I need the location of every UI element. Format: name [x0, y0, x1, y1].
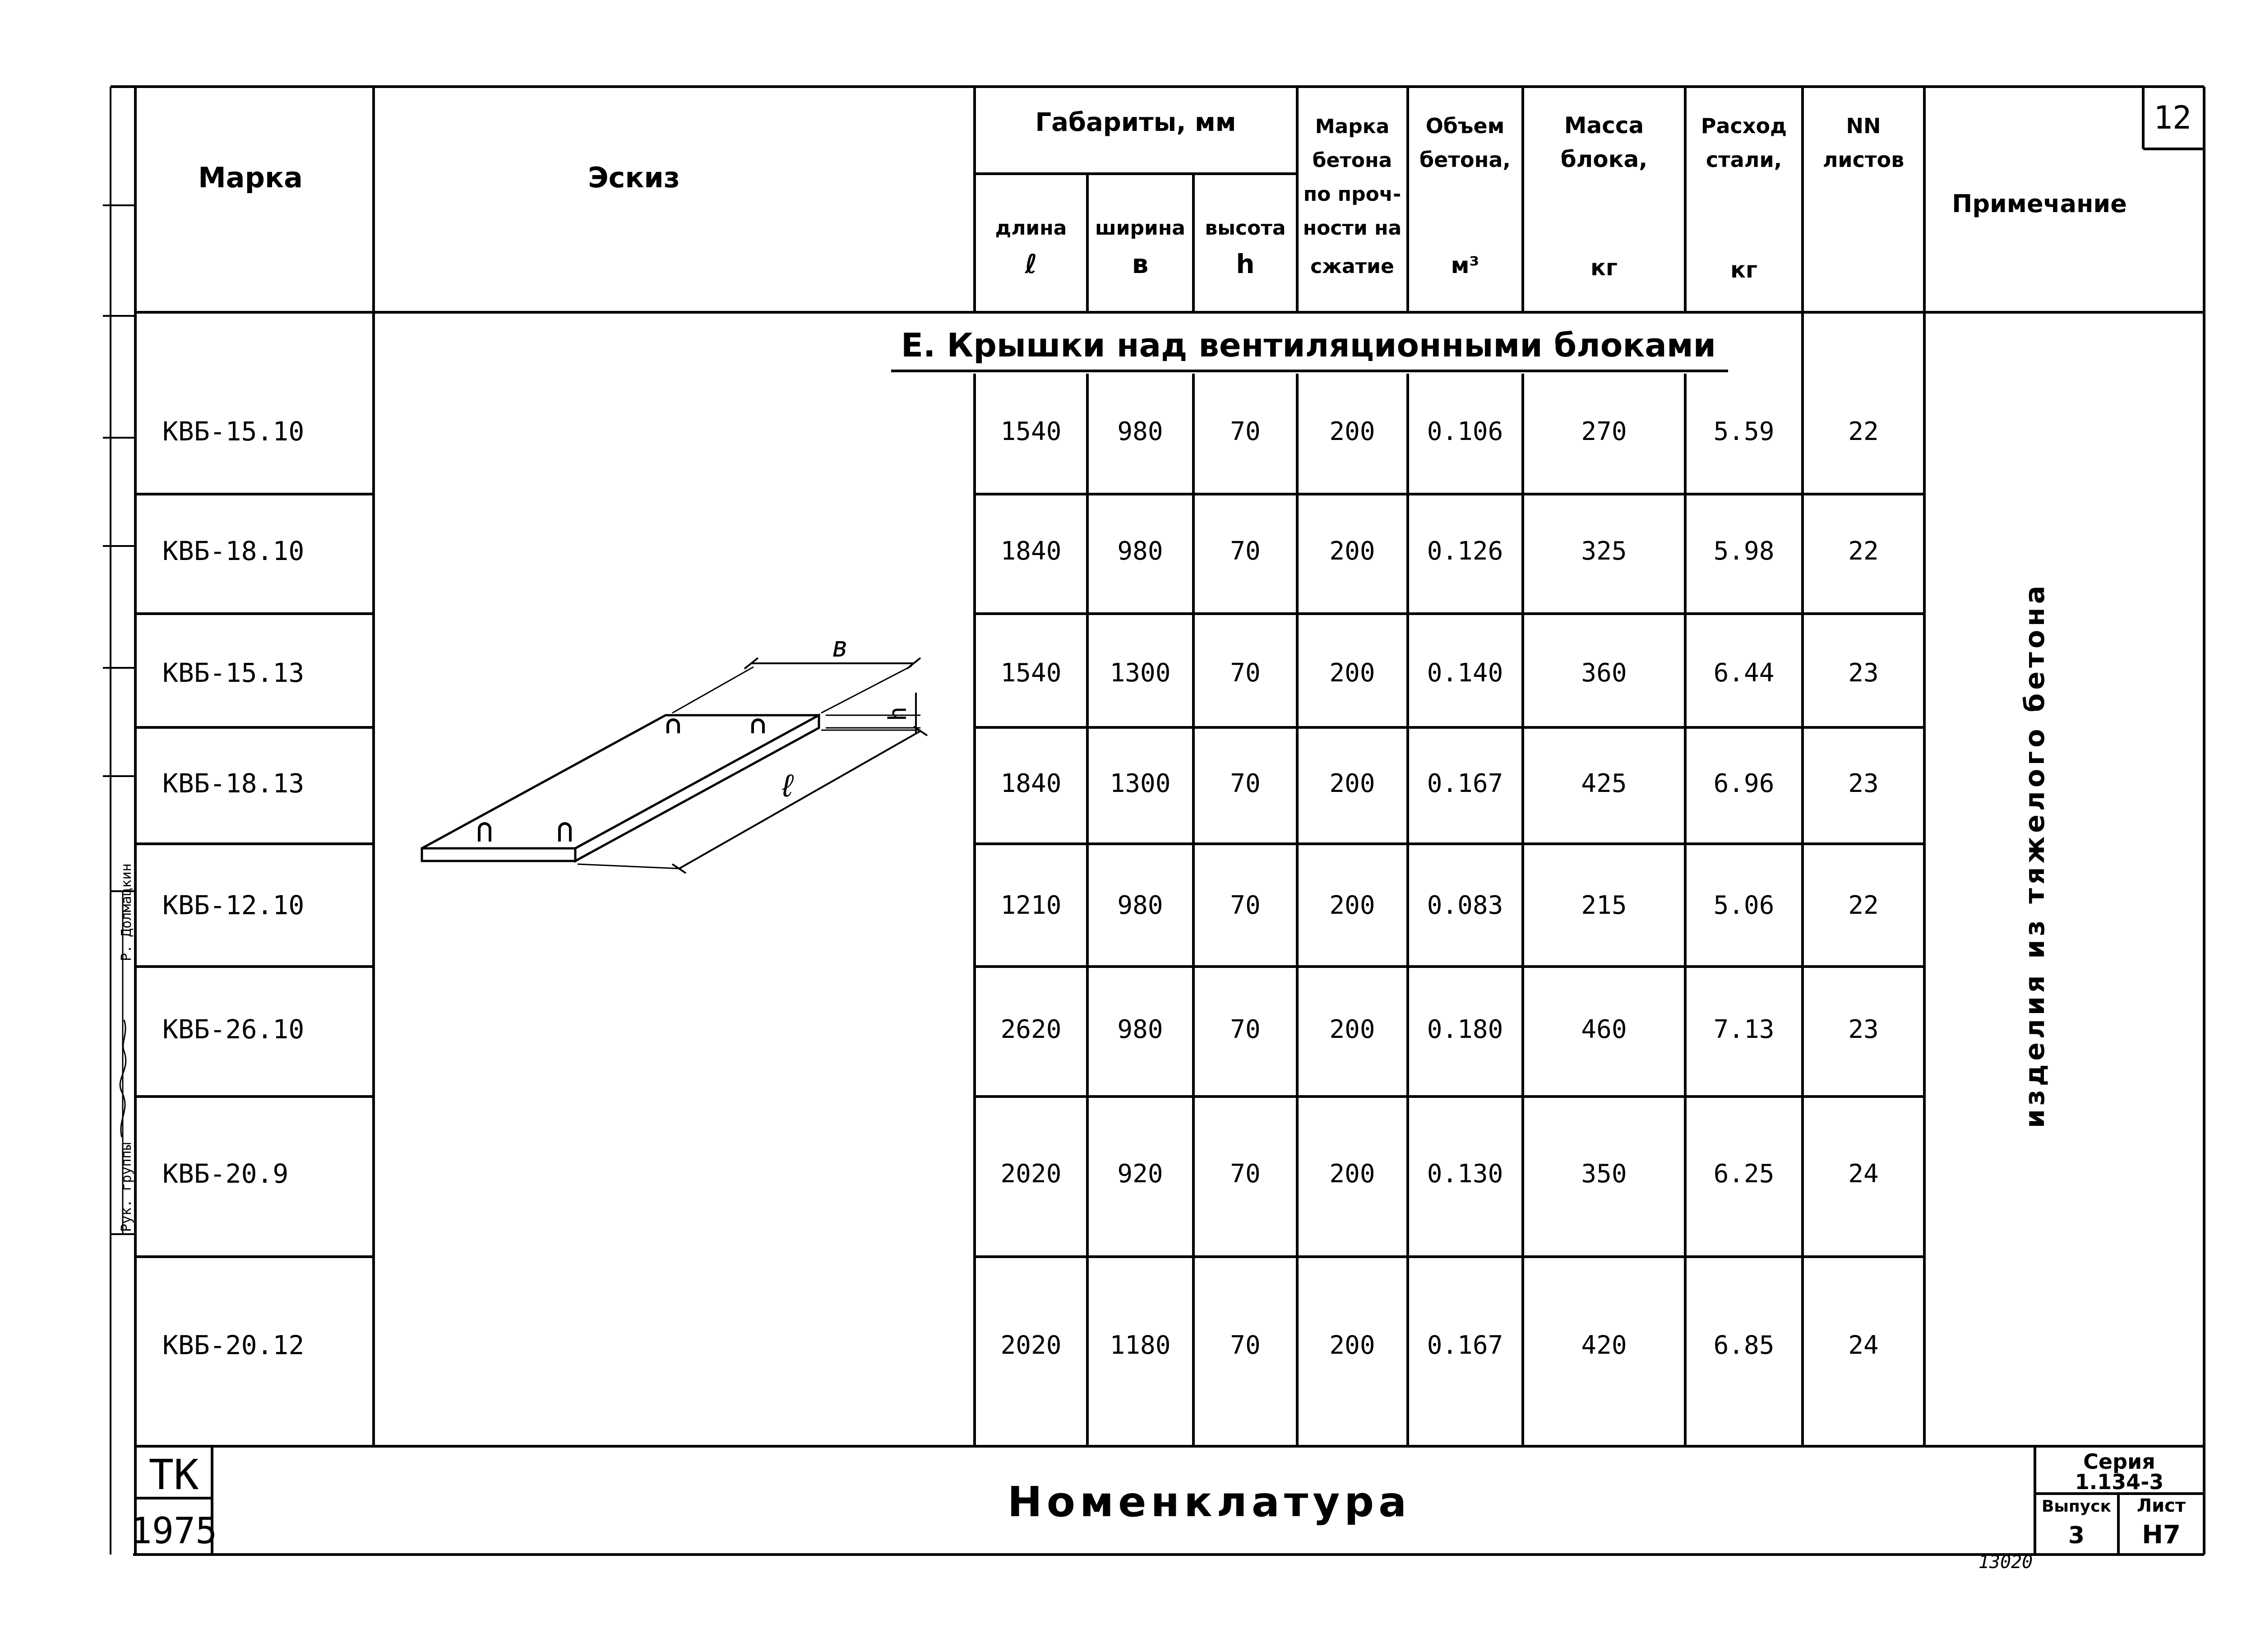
cell-l: 1840	[1000, 537, 1062, 566]
cell-steel: 5.98	[1713, 537, 1775, 566]
cell-h: 70	[1230, 1331, 1261, 1360]
row-mark: КВБ-12.10	[162, 890, 305, 921]
cell-l: 1540	[1000, 658, 1062, 688]
table-row	[162, 416, 1879, 447]
cell-b: 980	[1117, 891, 1163, 921]
cell-h: 70	[1230, 891, 1261, 921]
header-obem-1: Объем	[1425, 114, 1505, 138]
cell-sheet: 22	[1848, 537, 1879, 566]
row-mark: КВБ-15.10	[162, 416, 305, 447]
header-marka-betona-4: ности на	[1303, 217, 1402, 240]
header-marka-betona-5: сжатие	[1310, 255, 1394, 278]
cell-sheet: 24	[1848, 1331, 1879, 1360]
table-row	[162, 890, 1879, 921]
cell-b: 920	[1117, 1159, 1163, 1189]
header-rashod-unit: кг	[1730, 257, 1758, 283]
cell-volume: 0.130	[1427, 1159, 1503, 1189]
cell-sheet: 22	[1848, 417, 1879, 447]
cell-steel: 6.96	[1713, 769, 1775, 799]
cell-h: 70	[1230, 417, 1261, 447]
footer-sheet-value: Н7	[2142, 1520, 2181, 1550]
header-marka-betona-3: по проч-	[1303, 183, 1401, 206]
footer-series-value: 1.134-3	[2075, 1470, 2164, 1494]
cell-grade: 200	[1329, 417, 1375, 447]
footer-year: 1975	[130, 1510, 217, 1552]
cell-steel: 5.59	[1713, 417, 1775, 447]
header-marka-betona-1: Марка	[1315, 115, 1390, 138]
cell-sheet: 22	[1848, 891, 1879, 921]
cell-mass: 460	[1581, 1015, 1627, 1045]
cell-volume: 0.167	[1427, 769, 1503, 799]
cell-volume: 0.126	[1427, 537, 1503, 566]
cell-l: 2020	[1000, 1331, 1062, 1360]
table-row	[162, 657, 1879, 688]
header-listy-1: NN	[1846, 114, 1881, 138]
cell-grade: 200	[1329, 537, 1375, 566]
cell-mass: 215	[1581, 891, 1627, 921]
cell-grade: 200	[1329, 1331, 1375, 1360]
header-dlina: длина	[995, 217, 1067, 240]
cell-sheet: 23	[1848, 769, 1879, 799]
header-massa-unit: кг	[1590, 255, 1618, 281]
cell-mass: 425	[1581, 769, 1627, 799]
header-gabarity: Габариты, мм	[1035, 108, 1236, 137]
cell-volume: 0.167	[1427, 1331, 1503, 1360]
cell-steel: 7.13	[1713, 1015, 1775, 1045]
cell-mass: 325	[1581, 537, 1627, 566]
footer-title: Номенклатура	[1007, 1478, 1411, 1526]
cell-h: 70	[1230, 769, 1261, 799]
cell-steel: 5.06	[1713, 891, 1775, 921]
header-shirina: ширина	[1095, 217, 1185, 240]
header-marka: Марка	[198, 161, 303, 194]
header-vysota-symbol: h	[1236, 249, 1255, 279]
header-primechanie: Примечание	[1952, 190, 2127, 218]
stamp-role: Рук. группы	[119, 1142, 134, 1232]
footer-sheet-label: Лист	[2136, 1495, 2186, 1516]
page-number: 12	[2153, 99, 2192, 136]
note-vertical: изделия из тяжелого бетона	[2019, 582, 2051, 1129]
cell-volume: 0.083	[1427, 891, 1503, 921]
cell-h: 70	[1230, 1159, 1261, 1189]
header-eskiz: Эскиз	[588, 161, 680, 194]
table-row	[162, 768, 1879, 799]
row-mark: КВБ-26.10	[162, 1014, 305, 1045]
footer-bottom-number: 13020	[1978, 1552, 2033, 1573]
table-row	[162, 1330, 1879, 1360]
cell-b: 1300	[1110, 769, 1171, 799]
cell-sheet: 23	[1848, 658, 1879, 688]
header-vysota: высота	[1205, 217, 1286, 240]
dim-b-extension	[821, 666, 911, 713]
table-body	[162, 416, 1879, 1360]
cell-b: 980	[1117, 537, 1163, 566]
cell-volume: 0.106	[1427, 417, 1503, 447]
sketch-label-b: в	[832, 630, 849, 663]
footer-tk: ТК	[148, 1451, 199, 1499]
cell-mass: 360	[1581, 658, 1627, 688]
table-row	[162, 536, 1879, 566]
header-obem-2: бетона,	[1419, 148, 1511, 172]
cell-h: 70	[1230, 1015, 1261, 1045]
cell-steel: 6.25	[1713, 1159, 1775, 1189]
row-mark: КВБ-15.13	[162, 657, 305, 689]
cell-l: 1210	[1000, 891, 1062, 921]
stamp-name: Р. Долмацкин	[119, 863, 134, 961]
cell-grade: 200	[1329, 769, 1375, 799]
cell-mass: 350	[1581, 1159, 1627, 1189]
footer-issue-value: 3	[2068, 1522, 2085, 1549]
cell-b: 1180	[1110, 1331, 1171, 1360]
footer-issue-label: Выпуск	[2041, 1497, 2112, 1516]
header-obem-unit: м³	[1451, 252, 1479, 278]
cell-sheet: 23	[1848, 1015, 1879, 1045]
header-massa-2: блока,	[1560, 146, 1648, 172]
dim-b-extension	[672, 667, 754, 713]
cell-l: 2020	[1000, 1159, 1062, 1189]
header-dlina-symbol: ℓ	[1025, 249, 1037, 279]
section-title: Е. Крышки над вентиляционными блоками	[901, 326, 1716, 364]
cell-h: 70	[1230, 658, 1261, 688]
cell-volume: 0.180	[1427, 1015, 1503, 1045]
cell-steel: 6.85	[1713, 1331, 1775, 1360]
slab-front-edge	[422, 848, 575, 861]
row-mark: КВБ-18.10	[162, 536, 305, 567]
cell-l: 1540	[1000, 417, 1062, 447]
table-header	[198, 108, 2127, 283]
cell-mass: 270	[1581, 417, 1627, 447]
cell-steel: 6.44	[1713, 658, 1775, 688]
sketch-label-l: ℓ	[777, 767, 797, 804]
footer-series-label: Серия	[2083, 1449, 2155, 1474]
cell-l: 2620	[1000, 1015, 1062, 1045]
cell-grade: 200	[1329, 658, 1375, 688]
row-mark: КВБ-18.13	[162, 768, 305, 799]
dim-l-extension	[578, 864, 681, 869]
slab-sketch	[422, 658, 927, 873]
header-rashod-1: Расход	[1701, 114, 1787, 138]
header-massa-1: Масса	[1564, 112, 1644, 139]
cell-b: 1300	[1110, 658, 1171, 688]
cell-grade: 200	[1329, 1015, 1375, 1045]
header-shirina-symbol: в	[1132, 249, 1149, 279]
sketch-label-h: h	[883, 706, 912, 722]
header-rashod-2: стали,	[1706, 148, 1782, 172]
table-row	[162, 1158, 1879, 1189]
cell-mass: 420	[1581, 1331, 1627, 1360]
cell-b: 980	[1117, 417, 1163, 447]
header-marka-betona-2: бетона	[1312, 149, 1392, 172]
cell-sheet: 24	[1848, 1159, 1879, 1189]
row-mark: КВБ-20.9	[162, 1158, 289, 1189]
cell-grade: 200	[1329, 1159, 1375, 1189]
row-mark: КВБ-20.12	[162, 1330, 305, 1361]
cell-volume: 0.140	[1427, 658, 1503, 688]
cell-l: 1840	[1000, 769, 1062, 799]
cell-grade: 200	[1329, 891, 1375, 921]
cell-b: 980	[1117, 1015, 1163, 1045]
cell-h: 70	[1230, 537, 1261, 566]
header-listy-2: листов	[1822, 148, 1905, 172]
table-row	[162, 1014, 1879, 1045]
